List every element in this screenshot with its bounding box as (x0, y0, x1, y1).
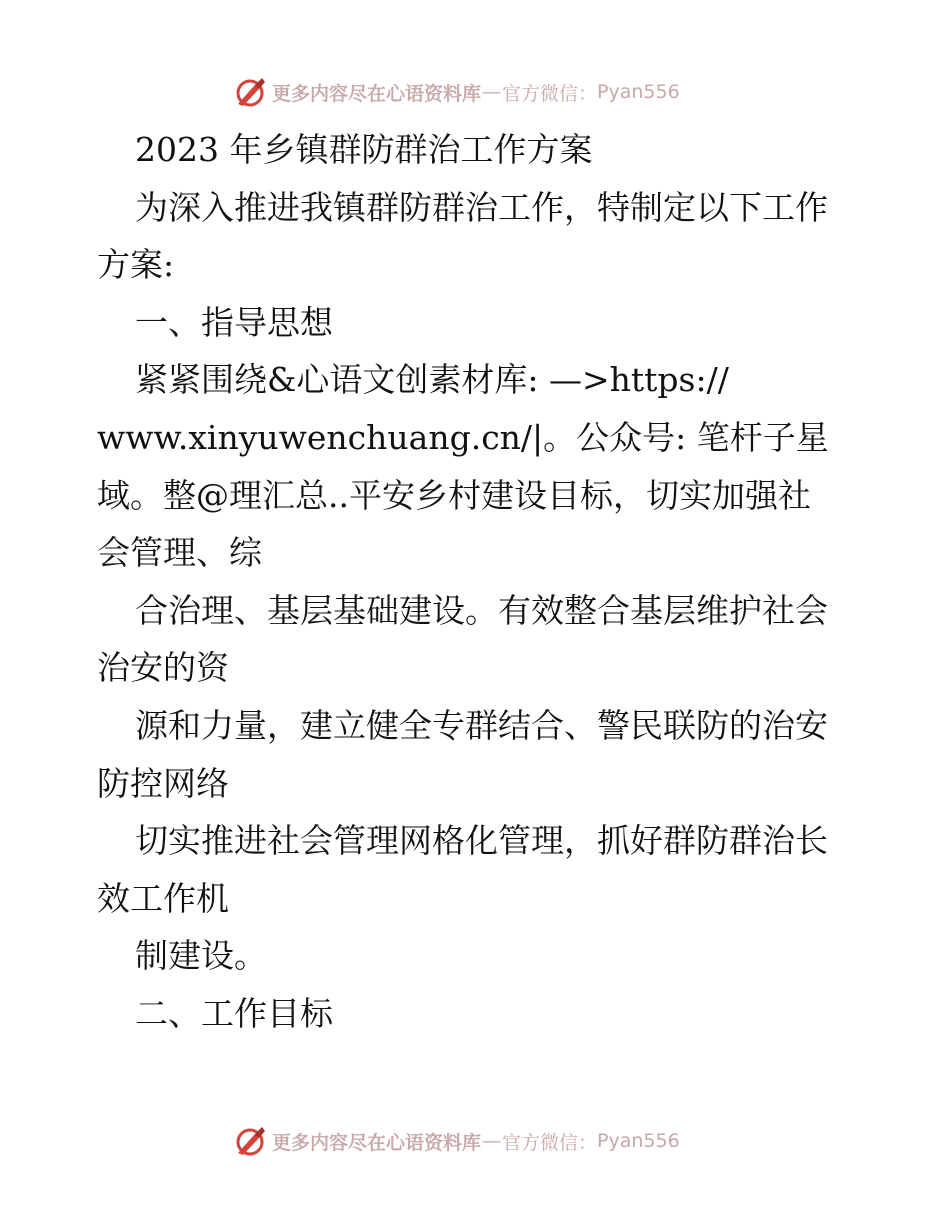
paragraph-line: 防控网络 (97, 763, 229, 803)
footer-banner (232, 1121, 712, 1161)
banner-text: 更多内容尽在心语资料库 (272, 82, 482, 105)
paragraph-line: 治安的资 (97, 648, 229, 688)
paragraph-line: 制建设。 (135, 936, 267, 976)
paragraph-line: 域。整@理汇总..平安乡村建设目标，切实加强社 (97, 475, 811, 515)
header-banner (232, 72, 712, 112)
banner-wechat-label: 官方微信： (502, 82, 598, 105)
paragraph-line: www.xinyuwenchuang.cn/|。公众号: 笔杆子星 (97, 417, 829, 457)
paragraph-line: 会管理、综 (97, 533, 262, 573)
document-title: 2023 年乡镇群防群治工作方案 (135, 130, 593, 169)
document-body (97, 121, 857, 1043)
paragraph-line: 源和力量，建立健全专群结合、警民联防的治安 (135, 705, 828, 745)
paragraph-line: 合治理、基层基础建设。有效整合基层维护社会 (135, 590, 828, 630)
banner-wechat-id: Pyan556 (597, 81, 680, 103)
banner-text: 更多内容尽在心语资料库 (272, 1131, 482, 1154)
section-heading: 一、指导思想 (135, 302, 333, 342)
section-heading: 二、工作目标 (135, 993, 333, 1033)
banner-wechat-label: 官方微信： (502, 1131, 598, 1154)
banner-wechat-id: Pyan556 (597, 1130, 680, 1152)
paragraph-line: 方案: (97, 245, 175, 285)
pen-logo-icon (232, 74, 268, 110)
paragraph-line: 效工作机 (97, 878, 229, 918)
banner-dash: — (482, 1130, 502, 1152)
paragraph-line: 为深入推进我镇群防群治工作，特制定以下工作 (135, 187, 828, 227)
paragraph-line: 紧紧围绕&心语文创素材库: —>https:// (135, 360, 729, 400)
paragraph-line: 切实推进社会管理网格化管理，抓好群防群治长 (135, 821, 828, 861)
banner-dash: — (482, 81, 502, 103)
pen-logo-icon (232, 1123, 268, 1159)
